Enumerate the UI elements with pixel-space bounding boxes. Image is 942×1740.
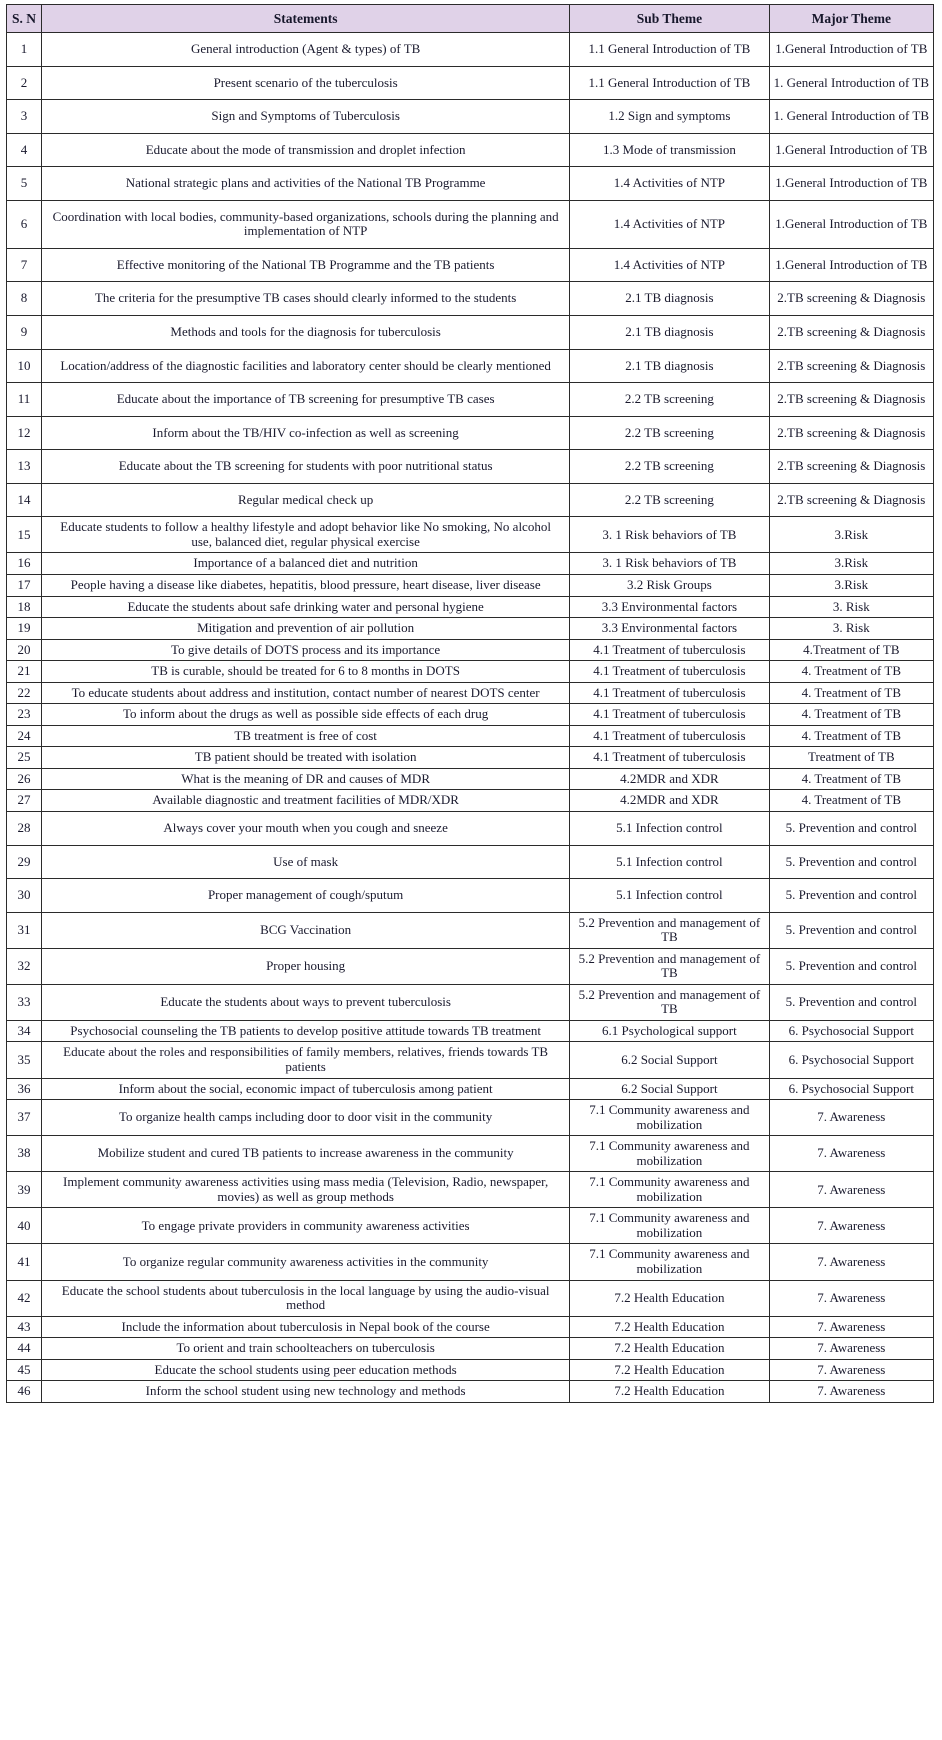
row-statement: TB treatment is free of cost	[42, 725, 570, 747]
row-statement: Psychosocial counseling the TB patients to develop positive attitude towards TB treatment	[42, 1020, 570, 1042]
row-serial-number: 25	[7, 747, 42, 769]
row-statement: What is the meaning of DR and causes of MDR	[42, 768, 570, 790]
row-sub-theme: 4.1 Treatment of tuberculosis	[570, 661, 769, 683]
row-statement: Inform the school student using new technology and methods	[42, 1381, 570, 1403]
row-major-theme: 5. Prevention and control	[769, 912, 933, 948]
row-major-theme: 7. Awareness	[769, 1381, 933, 1403]
row-sub-theme: 1.1 General Introduction of TB	[570, 33, 769, 67]
table-row	[7, 1042, 934, 1078]
row-major-theme: 7. Awareness	[769, 1316, 933, 1338]
row-statement: National strategic plans and activities of the National TB Programme	[42, 167, 570, 201]
row-sub-theme: 3. 1 Risk behaviors of TB	[570, 517, 769, 553]
row-major-theme: 2.TB screening & Diagnosis	[769, 349, 933, 383]
row-sub-theme: 5.1 Infection control	[570, 845, 769, 879]
table-row	[7, 349, 934, 383]
row-sub-theme: 2.1 TB diagnosis	[570, 282, 769, 316]
table-row	[7, 282, 934, 316]
row-serial-number: 5	[7, 167, 42, 201]
table-row	[7, 1136, 934, 1172]
row-major-theme: 1.General Introduction of TB	[769, 200, 933, 248]
row-major-theme: 4. Treatment of TB	[769, 725, 933, 747]
row-sub-theme: 7.1 Community awareness and mobilization	[570, 1244, 769, 1280]
row-statement: Inform about the social, economic impact of tuberculosis among patient	[42, 1078, 570, 1100]
row-statement: Available diagnostic and treatment facilities of MDR/XDR	[42, 790, 570, 812]
row-major-theme: Treatment of TB	[769, 747, 933, 769]
table-row	[7, 517, 934, 553]
table-row	[7, 1244, 934, 1280]
row-statement: To organize regular community awareness activities in the community	[42, 1244, 570, 1280]
row-serial-number: 8	[7, 282, 42, 316]
table-row	[7, 133, 934, 167]
row-major-theme: 5. Prevention and control	[769, 948, 933, 984]
row-serial-number: 22	[7, 682, 42, 704]
row-sub-theme: 4.2MDR and XDR	[570, 768, 769, 790]
row-statement: Educate the students about ways to prevent tuberculosis	[42, 984, 570, 1020]
row-major-theme: 6. Psychosocial Support	[769, 1078, 933, 1100]
table-row	[7, 618, 934, 640]
row-serial-number: 21	[7, 661, 42, 683]
row-serial-number: 16	[7, 553, 42, 575]
row-sub-theme: 1.4 Activities of NTP	[570, 167, 769, 201]
row-major-theme: 3. Risk	[769, 618, 933, 640]
row-serial-number: 42	[7, 1280, 42, 1316]
row-serial-number: 40	[7, 1208, 42, 1244]
table-row	[7, 1172, 934, 1208]
table-row	[7, 553, 934, 575]
table-row	[7, 1359, 934, 1381]
row-major-theme: 6. Psychosocial Support	[769, 1020, 933, 1042]
row-serial-number: 3	[7, 100, 42, 134]
row-serial-number: 26	[7, 768, 42, 790]
thematic-analysis-table	[6, 4, 934, 1403]
table-row	[7, 574, 934, 596]
row-serial-number: 44	[7, 1338, 42, 1360]
row-sub-theme: 5.2 Prevention and management of TB	[570, 912, 769, 948]
table-row	[7, 747, 934, 769]
row-major-theme: 7. Awareness	[769, 1244, 933, 1280]
table-row	[7, 1338, 934, 1360]
row-serial-number: 19	[7, 618, 42, 640]
row-sub-theme: 3.2 Risk Groups	[570, 574, 769, 596]
table-row	[7, 879, 934, 913]
table-row	[7, 450, 934, 484]
row-sub-theme: 5.2 Prevention and management of TB	[570, 984, 769, 1020]
row-serial-number: 24	[7, 725, 42, 747]
row-sub-theme: 4.1 Treatment of tuberculosis	[570, 704, 769, 726]
row-major-theme: 1.General Introduction of TB	[769, 248, 933, 282]
row-major-theme: 7. Awareness	[769, 1338, 933, 1360]
row-statement: Educate students to follow a healthy lifestyle and adopt behavior like No smoking, No alcohol use, balanced diet, regular physical exercise	[42, 517, 570, 553]
row-serial-number: 38	[7, 1136, 42, 1172]
row-statement: Methods and tools for the diagnosis for tuberculosis	[42, 316, 570, 350]
table-row	[7, 383, 934, 417]
row-sub-theme: 7.1 Community awareness and mobilization	[570, 1172, 769, 1208]
row-statement: People having a disease like diabetes, hepatitis, blood pressure, heart disease, liver disease	[42, 574, 570, 596]
row-serial-number: 13	[7, 450, 42, 484]
row-statement: Include the information about tuberculosis in Nepal book of the course	[42, 1316, 570, 1338]
row-sub-theme: 4.1 Treatment of tuberculosis	[570, 747, 769, 769]
table-row	[7, 1316, 934, 1338]
row-sub-theme: 3.3 Environmental factors	[570, 618, 769, 640]
row-statement: Use of mask	[42, 845, 570, 879]
row-statement: Proper housing	[42, 948, 570, 984]
row-major-theme: 1.General Introduction of TB	[769, 133, 933, 167]
row-statement: Coordination with local bodies, community-based organizations, schools during the planning and implementation of NTP	[42, 200, 570, 248]
row-statement: To inform about the drugs as well as possible side effects of each drug	[42, 704, 570, 726]
row-major-theme: 2.TB screening & Diagnosis	[769, 282, 933, 316]
column-header-sub-theme: Sub Theme	[570, 5, 769, 33]
row-serial-number: 11	[7, 383, 42, 417]
row-major-theme: 6. Psychosocial Support	[769, 1042, 933, 1078]
row-statement: Mobilize student and cured TB patients to increase awareness in the community	[42, 1136, 570, 1172]
row-major-theme: 2.TB screening & Diagnosis	[769, 316, 933, 350]
table-row	[7, 768, 934, 790]
row-statement: Educate about the roles and responsibilities of family members, relatives, friends towards TB patients	[42, 1042, 570, 1078]
row-serial-number: 27	[7, 790, 42, 812]
row-major-theme: 4. Treatment of TB	[769, 682, 933, 704]
row-statement: To organize health camps including door to door visit in the community	[42, 1100, 570, 1136]
row-major-theme: 7. Awareness	[769, 1100, 933, 1136]
row-sub-theme: 6.1 Psychological support	[570, 1020, 769, 1042]
table-row	[7, 704, 934, 726]
row-serial-number: 15	[7, 517, 42, 553]
row-major-theme: 2.TB screening & Diagnosis	[769, 416, 933, 450]
row-major-theme: 2.TB screening & Diagnosis	[769, 450, 933, 484]
row-sub-theme: 7.2 Health Education	[570, 1280, 769, 1316]
row-major-theme: 4. Treatment of TB	[769, 661, 933, 683]
row-serial-number: 45	[7, 1359, 42, 1381]
row-serial-number: 33	[7, 984, 42, 1020]
row-serial-number: 35	[7, 1042, 42, 1078]
row-major-theme: 2.TB screening & Diagnosis	[769, 383, 933, 417]
row-statement: To educate students about address and institution, contact number of nearest DOTS center	[42, 682, 570, 704]
row-sub-theme: 2.2 TB screening	[570, 483, 769, 517]
row-sub-theme: 2.2 TB screening	[570, 383, 769, 417]
row-sub-theme: 2.1 TB diagnosis	[570, 316, 769, 350]
row-serial-number: 4	[7, 133, 42, 167]
row-statement: Present scenario of the tuberculosis	[42, 66, 570, 100]
row-major-theme: 7. Awareness	[769, 1359, 933, 1381]
table-row	[7, 1100, 934, 1136]
table-row	[7, 661, 934, 683]
row-statement: Location/address of the diagnostic facilities and laboratory center should be clearly mentioned	[42, 349, 570, 383]
row-sub-theme: 1.4 Activities of NTP	[570, 200, 769, 248]
row-serial-number: 6	[7, 200, 42, 248]
row-sub-theme: 5.2 Prevention and management of TB	[570, 948, 769, 984]
row-sub-theme: 4.1 Treatment of tuberculosis	[570, 725, 769, 747]
row-serial-number: 32	[7, 948, 42, 984]
row-major-theme: 7. Awareness	[769, 1208, 933, 1244]
table-row	[7, 1020, 934, 1042]
row-major-theme: 3.Risk	[769, 517, 933, 553]
row-sub-theme: 2.1 TB diagnosis	[570, 349, 769, 383]
table-row	[7, 416, 934, 450]
row-statement: Educate about the importance of TB screening for presumptive TB cases	[42, 383, 570, 417]
table-row	[7, 811, 934, 845]
row-statement: The criteria for the presumptive TB cases should clearly informed to the students	[42, 282, 570, 316]
row-major-theme: 4. Treatment of TB	[769, 790, 933, 812]
row-sub-theme: 7.1 Community awareness and mobilization	[570, 1100, 769, 1136]
table-row	[7, 725, 934, 747]
row-major-theme: 4. Treatment of TB	[769, 704, 933, 726]
row-sub-theme: 2.2 TB screening	[570, 416, 769, 450]
row-sub-theme: 7.2 Health Education	[570, 1359, 769, 1381]
row-major-theme: 2.TB screening & Diagnosis	[769, 483, 933, 517]
row-serial-number: 43	[7, 1316, 42, 1338]
row-statement: Mitigation and prevention of air pollution	[42, 618, 570, 640]
table-row	[7, 316, 934, 350]
table-row	[7, 845, 934, 879]
table-row	[7, 948, 934, 984]
table-row	[7, 33, 934, 67]
column-header-major-theme: Major Theme	[769, 5, 933, 33]
row-sub-theme: 7.2 Health Education	[570, 1381, 769, 1403]
row-serial-number: 14	[7, 483, 42, 517]
table-row	[7, 639, 934, 661]
table-row	[7, 912, 934, 948]
row-statement: BCG Vaccination	[42, 912, 570, 948]
row-serial-number: 2	[7, 66, 42, 100]
table-row	[7, 66, 934, 100]
row-major-theme: 5. Prevention and control	[769, 845, 933, 879]
row-statement: Educate about the TB screening for students with poor nutritional status	[42, 450, 570, 484]
row-serial-number: 1	[7, 33, 42, 67]
row-sub-theme: 4.2MDR and XDR	[570, 790, 769, 812]
row-sub-theme: 5.1 Infection control	[570, 811, 769, 845]
row-serial-number: 30	[7, 879, 42, 913]
row-statement: Always cover your mouth when you cough and sneeze	[42, 811, 570, 845]
row-major-theme: 7. Awareness	[769, 1172, 933, 1208]
table-body	[7, 33, 934, 1403]
row-sub-theme: 7.2 Health Education	[570, 1316, 769, 1338]
row-major-theme: 7. Awareness	[769, 1280, 933, 1316]
table-row	[7, 167, 934, 201]
row-serial-number: 36	[7, 1078, 42, 1100]
row-major-theme: 3.Risk	[769, 574, 933, 596]
row-major-theme: 3.Risk	[769, 553, 933, 575]
row-sub-theme: 1.2 Sign and symptoms	[570, 100, 769, 134]
table-row	[7, 100, 934, 134]
table-row	[7, 1078, 934, 1100]
row-statement: Proper management of cough/sputum	[42, 879, 570, 913]
row-serial-number: 17	[7, 574, 42, 596]
row-major-theme: 5. Prevention and control	[769, 879, 933, 913]
row-sub-theme: 6.2 Social Support	[570, 1042, 769, 1078]
row-serial-number: 10	[7, 349, 42, 383]
row-statement: To give details of DOTS process and its importance	[42, 639, 570, 661]
row-serial-number: 23	[7, 704, 42, 726]
row-sub-theme: 7.1 Community awareness and mobilization	[570, 1208, 769, 1244]
row-sub-theme: 1.3 Mode of transmission	[570, 133, 769, 167]
row-sub-theme: 2.2 TB screening	[570, 450, 769, 484]
row-statement: Educate about the mode of transmission and droplet infection	[42, 133, 570, 167]
row-major-theme: 1. General Introduction of TB	[769, 66, 933, 100]
row-serial-number: 9	[7, 316, 42, 350]
row-sub-theme: 6.2 Social Support	[570, 1078, 769, 1100]
column-header-sn: S. N	[7, 5, 42, 33]
row-serial-number: 37	[7, 1100, 42, 1136]
row-serial-number: 34	[7, 1020, 42, 1042]
row-statement: Effective monitoring of the National TB Programme and the TB patients	[42, 248, 570, 282]
row-major-theme: 3. Risk	[769, 596, 933, 618]
row-serial-number: 29	[7, 845, 42, 879]
row-serial-number: 41	[7, 1244, 42, 1280]
row-serial-number: 7	[7, 248, 42, 282]
row-statement: To orient and train schoolteachers on tuberculosis	[42, 1338, 570, 1360]
row-statement: To engage private providers in community awareness activities	[42, 1208, 570, 1244]
row-statement: TB patient should be treated with isolation	[42, 747, 570, 769]
table-row	[7, 984, 934, 1020]
row-serial-number: 20	[7, 639, 42, 661]
table-row	[7, 1381, 934, 1403]
row-statement: Implement community awareness activities using mass media (Television, Radio, newspaper, movies) as well as group methods	[42, 1172, 570, 1208]
row-statement: Educate the school students about tuberculosis in the local language by using the audio-visual method	[42, 1280, 570, 1316]
table-row	[7, 483, 934, 517]
table-row	[7, 1208, 934, 1244]
row-serial-number: 18	[7, 596, 42, 618]
row-major-theme: 7. Awareness	[769, 1136, 933, 1172]
table-row	[7, 790, 934, 812]
table-row	[7, 248, 934, 282]
row-statement: Inform about the TB/HIV co-infection as well as screening	[42, 416, 570, 450]
row-sub-theme: 7.1 Community awareness and mobilization	[570, 1136, 769, 1172]
row-major-theme: 4.Treatment of TB	[769, 639, 933, 661]
row-sub-theme: 1.4 Activities of NTP	[570, 248, 769, 282]
table-row	[7, 200, 934, 248]
row-sub-theme: 5.1 Infection control	[570, 879, 769, 913]
row-statement: Educate the students about safe drinking water and personal hygiene	[42, 596, 570, 618]
row-sub-theme: 4.1 Treatment of tuberculosis	[570, 682, 769, 704]
row-statement: Regular medical check up	[42, 483, 570, 517]
row-major-theme: 4. Treatment of TB	[769, 768, 933, 790]
table-row	[7, 682, 934, 704]
row-sub-theme: 4.1 Treatment of tuberculosis	[570, 639, 769, 661]
row-sub-theme: 3. 1 Risk behaviors of TB	[570, 553, 769, 575]
row-major-theme: 1. General Introduction of TB	[769, 100, 933, 134]
row-sub-theme: 3.3 Environmental factors	[570, 596, 769, 618]
row-statement: Importance of a balanced diet and nutrition	[42, 553, 570, 575]
table-row	[7, 1280, 934, 1316]
row-major-theme: 1.General Introduction of TB	[769, 167, 933, 201]
row-sub-theme: 7.2 Health Education	[570, 1338, 769, 1360]
row-major-theme: 5. Prevention and control	[769, 984, 933, 1020]
row-major-theme: 1.General Introduction of TB	[769, 33, 933, 67]
row-statement: TB is curable, should be treated for 6 to 8 months in DOTS	[42, 661, 570, 683]
row-serial-number: 31	[7, 912, 42, 948]
table-row	[7, 596, 934, 618]
table-header-row	[7, 5, 934, 33]
row-serial-number: 12	[7, 416, 42, 450]
row-major-theme: 5. Prevention and control	[769, 811, 933, 845]
row-serial-number: 28	[7, 811, 42, 845]
row-serial-number: 46	[7, 1381, 42, 1403]
row-statement: Sign and Symptoms of Tuberculosis	[42, 100, 570, 134]
row-sub-theme: 1.1 General Introduction of TB	[570, 66, 769, 100]
row-statement: Educate the school students using peer education methods	[42, 1359, 570, 1381]
column-header-statements: Statements	[42, 5, 570, 33]
row-statement: General introduction (Agent & types) of TB	[42, 33, 570, 67]
row-serial-number: 39	[7, 1172, 42, 1208]
